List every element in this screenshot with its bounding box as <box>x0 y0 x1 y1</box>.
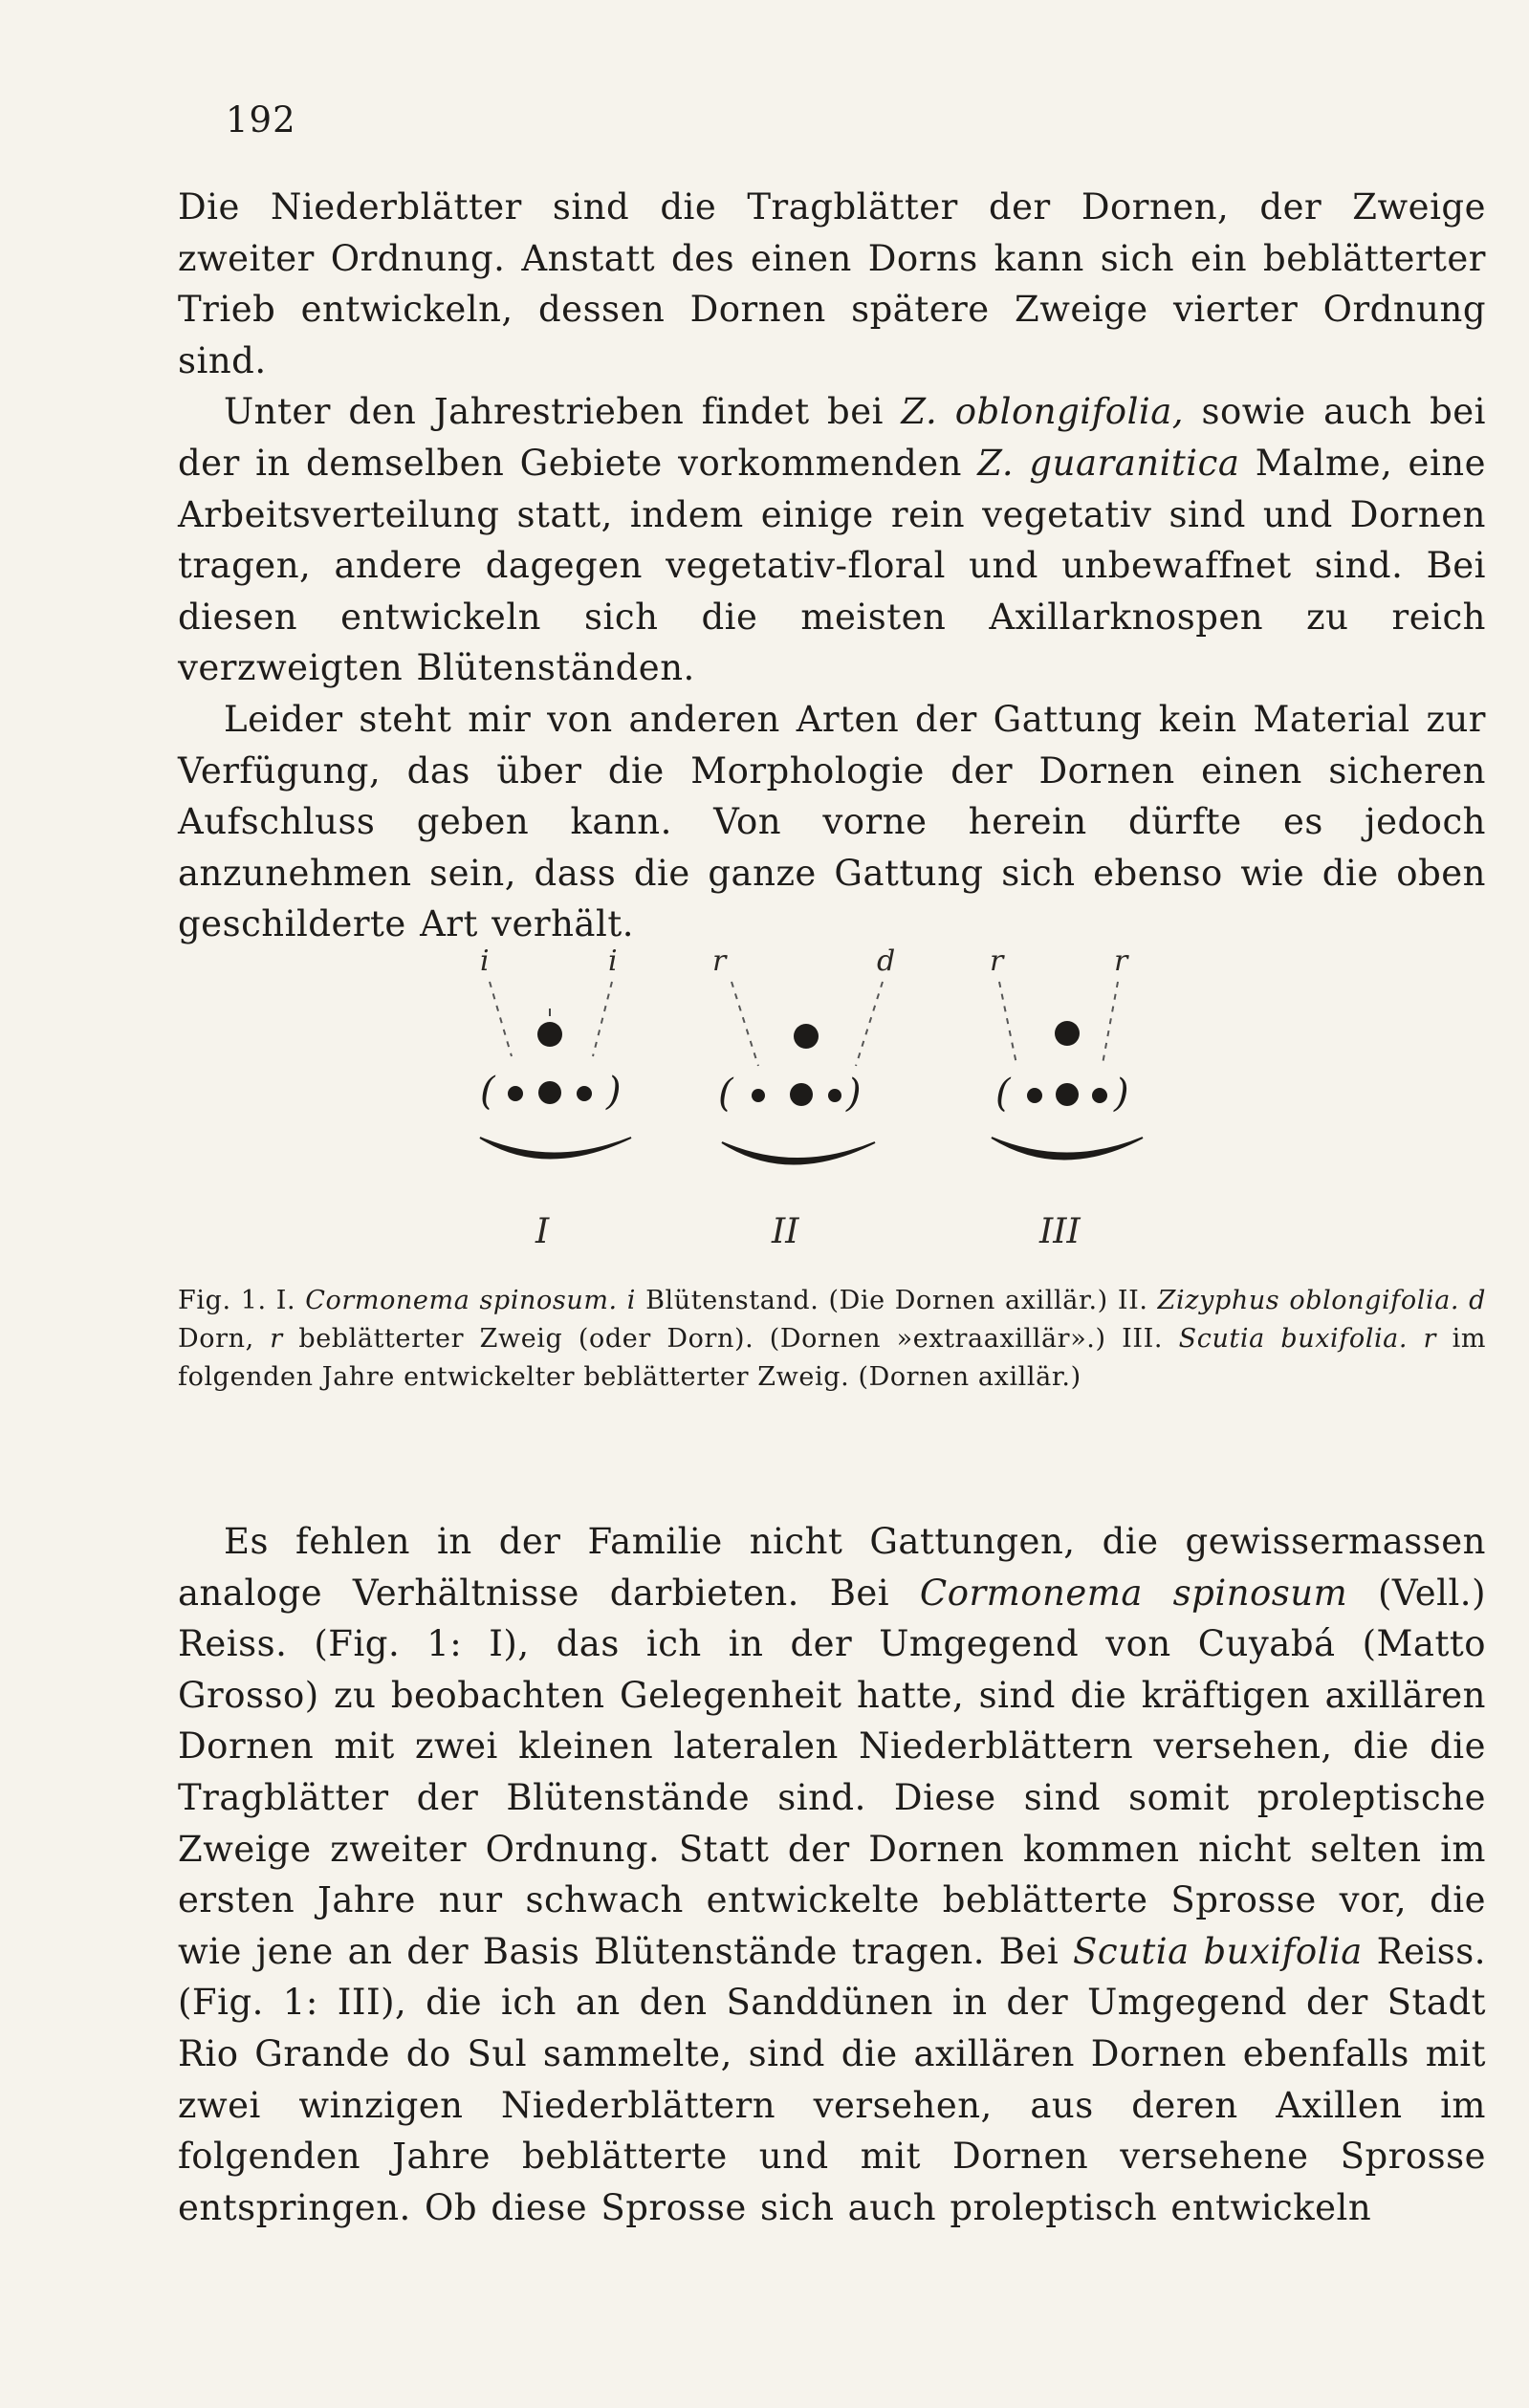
body-text-bottom <box>178 1516 1486 2233</box>
figure-label: i <box>480 944 490 978</box>
paragraph <box>178 182 1486 386</box>
text-run: Dorn, <box>178 1324 271 1354</box>
italic-text: Scutia buxifolia. r <box>1178 1324 1437 1354</box>
italic-text: Zizyphus oblongifolia. d <box>1157 1286 1487 1315</box>
bracket-right: ) <box>606 1070 622 1114</box>
text-run: sowie auch bei der in demselben Gebiete vorkommenden <box>178 391 1486 484</box>
italic-text: Z. oblongifolia, <box>901 391 1185 433</box>
figure-label: d <box>877 944 896 978</box>
text-run: Blütenstand. (Die Dornen axillär.) II. <box>636 1286 1158 1315</box>
figure-panel-1 <box>480 944 631 1251</box>
text-run: Malme, eine Arbeitsverteilung statt, indem einige rein vegetativ sind und Dornen tragen, andere dagegen vegetativ-floral und unbewaffnet sind. Bei diesen entwickeln sich die meisten Axillarknospen zu reich verzweigten Blütenständen. <box>178 442 1487 689</box>
figure-label: i <box>608 944 618 978</box>
paragraph <box>178 1516 1486 2233</box>
dashed-line-left <box>999 982 1016 1064</box>
text-run: Reiss. (Fig. 1: III), die ich an den Sanddünen in der Umgegend der Stadt Rio Grande do Sul sammelte, sind die axillären Dornen ebenfalls mit zwei winzigen Niederblättern versehen, aus deren Axillen im folgenden Jahre beblätterte und mit Dornen versehene Sprosse entspringen. Ob diese Sprosse sich auch proleptisch entwickeln <box>178 1930 1486 2228</box>
text-run: beblätterter Zweig (oder Dorn). (Dornen »extraaxillär».) III. <box>282 1324 1179 1354</box>
flower-bud-dot <box>794 1024 819 1049</box>
subtending-leaf <box>480 1138 631 1159</box>
paragraph <box>178 694 1486 950</box>
flower-bud-dot <box>1055 1021 1080 1046</box>
bud-dot <box>828 1089 841 1102</box>
figure-panel-3 <box>990 944 1143 1251</box>
body-text-top <box>178 182 1486 950</box>
dashed-line-left <box>490 982 512 1056</box>
text-run: im folgenden Jahre entwickelter beblätterter Zweig. (Dornen axillär.) <box>178 1324 1487 1392</box>
bud-dot <box>1092 1088 1107 1103</box>
italic-text: Scutia buxifolia <box>1073 1930 1363 1972</box>
bud-dot <box>577 1086 592 1101</box>
bud-dot <box>752 1089 765 1102</box>
figure-diagram <box>440 942 1224 1262</box>
bracket-left: ( <box>718 1072 733 1116</box>
figure-label: r <box>712 944 727 978</box>
page-number: 192 <box>226 99 296 141</box>
text-run: (Vell.) Reiss. (Fig. 1: I), das ich in der Umgegend von Cuyabá (Matto Grosso) zu beobachten Gelegenheit hatte, sind die kräftigen axillären Dornen mit zwei kleinen lateralen Niederblättern versehen, die die Tragblätter der Blütenstände sind. Diese sind somit proleptische Zweige zweiter Ordnung. Statt der Dornen kommen nicht selten im ersten Jahre nur schwach entwickelte beblätterte Sprosse vor, die wie jene an der Basis Blütenstände tragen. Bei <box>178 1572 1486 1972</box>
italic-text: r <box>270 1324 283 1354</box>
italic-text: Cormonema spinosum <box>919 1572 1348 1614</box>
italic-text: Z. guaranitica <box>977 442 1240 484</box>
figure-label: r <box>1114 944 1128 978</box>
text-run: Die Niederblätter sind die Tragblätter der Dornen, der Zweige zweiter Ordnung. Anstatt des einen Dorns kann sich ein beblätterter Trieb entwickeln, dessen Dornen spätere Zweige vierter Ordnung sind. <box>178 186 1486 381</box>
bud-dot-center <box>538 1081 561 1104</box>
subtending-leaf <box>722 1142 875 1164</box>
panel-numeral: II <box>772 1212 799 1251</box>
bracket-right: ) <box>846 1072 862 1116</box>
dashed-line-right <box>1103 982 1118 1064</box>
bud-dot-center <box>790 1083 813 1106</box>
panel-numeral: I <box>535 1212 550 1251</box>
figure-panel-2 <box>712 944 895 1251</box>
bud-dot <box>508 1086 523 1101</box>
text-run: Fig. 1. I. <box>178 1286 306 1315</box>
dashed-line-left <box>732 982 758 1066</box>
italic-text: Cormonema spinosum. i <box>305 1286 637 1315</box>
subtending-leaf <box>992 1138 1143 1160</box>
text-run: Leider steht mir von anderen Arten der Gattung kein Material zur Verfügung, das über die Morphologie der Dornen einen sicheren Aufschluss geben kann. Von vorne herein dürfte es jedoch anzunehmen sein, dass die ganze Gattung sich ebenso wie die oben geschilderte Art verhält. <box>178 698 1486 945</box>
figure-caption <box>178 1282 1486 1397</box>
dashed-line-right <box>593 982 612 1056</box>
flower-bud-dot <box>537 1022 562 1047</box>
dashed-line-right <box>856 982 883 1066</box>
bracket-left: ( <box>995 1072 1011 1116</box>
text-run: Unter den Jahrestrieben findet bei <box>224 391 902 433</box>
text-run: Es fehlen in der Familie nicht Gattungen, die gewissermassen analoge Verhältnisse darbieten. Bei <box>178 1521 1486 1614</box>
bracket-right: ) <box>1114 1072 1129 1116</box>
bracket-left: ( <box>480 1070 495 1114</box>
bud-dot <box>1027 1088 1042 1103</box>
paragraph <box>178 386 1486 694</box>
panel-numeral: III <box>1039 1212 1081 1251</box>
figure-label: r <box>990 944 1004 978</box>
bud-dot-center <box>1056 1083 1079 1106</box>
